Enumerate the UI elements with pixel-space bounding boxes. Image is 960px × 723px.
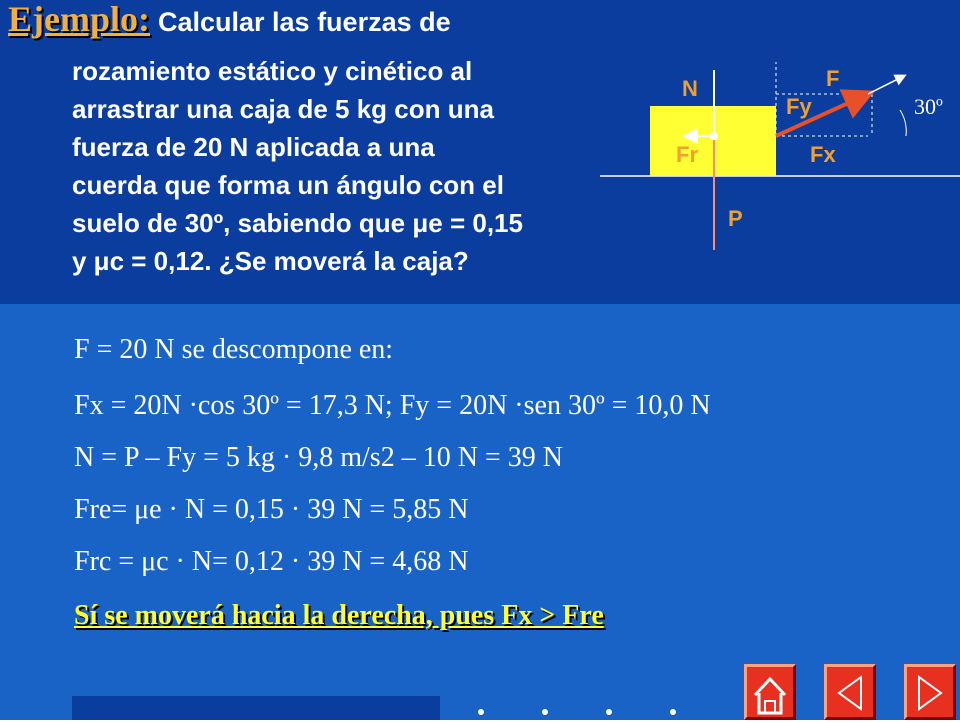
- label-Fr: Fr: [676, 142, 698, 167]
- application-point: [710, 132, 718, 140]
- solution-line-2: Fx = 20N ·cos 30º = 17,3 N; Fy = 20N ·sen 30º = 10,0 N: [74, 390, 711, 421]
- problem-line-1: Calcular las fuerzas de: [157, 7, 451, 37]
- bullet-dot: [670, 709, 676, 715]
- title-line: [8, 2, 608, 39]
- problem-line-3: arrastrar una caja de 5 kg con una: [72, 94, 494, 124]
- bullet-dot: [606, 709, 612, 715]
- solution-line-5: Frc = μc · N= 0,12 · 39 N = 4,68 N: [74, 546, 469, 577]
- rope-line: [868, 76, 904, 94]
- label-P: P: [728, 206, 743, 231]
- label-angle: 30º: [914, 94, 943, 119]
- angle-arc: [900, 110, 906, 136]
- prev-slide-button[interactable]: [824, 664, 876, 720]
- title-label: Ejemplo:: [8, 0, 150, 39]
- problem-line-2: rozamiento estático y cinético al: [72, 56, 473, 86]
- label-N: N: [682, 76, 698, 101]
- next-slide-icon: [907, 667, 959, 723]
- bottom-bar: [72, 696, 440, 720]
- conclusion: Sí se moverá hacia la derecha, pues Fx > Fre: [74, 600, 604, 631]
- left-accent-bar: [0, 0, 58, 304]
- problem-line-4: fuerza de 20 N aplicada a una: [72, 132, 435, 162]
- solution-line-3: N = P – Fy = 5 kg · 9,8 m/s2 – 10 N = 39 N: [74, 442, 563, 473]
- problem-line-5: cuerda que forma un ángulo con el: [72, 170, 504, 200]
- label-Fy: Fy: [786, 94, 812, 119]
- bullet-dot: [478, 709, 484, 715]
- label-Fx: Fx: [810, 142, 836, 167]
- problem-line-7: y μc = 0,12. ¿Se moverá la caja?: [72, 246, 469, 276]
- solution-line-1: F = 20 N se descompone en:: [74, 334, 394, 365]
- next-slide-button[interactable]: [904, 664, 956, 720]
- prev-slide-icon: [827, 667, 879, 723]
- home-button[interactable]: [744, 664, 796, 720]
- problem-statement: [72, 52, 612, 280]
- problem-line-6: suelo de 30º, sabiendo que μe = 0,15: [72, 208, 523, 238]
- force-diagram: [600, 50, 960, 250]
- bullet-dot: [542, 709, 548, 715]
- label-F: F: [826, 66, 840, 91]
- solution-line-4: Fre= μe · N = 0,15 · 39 N = 5,85 N: [74, 494, 469, 525]
- home-icon: [747, 667, 799, 723]
